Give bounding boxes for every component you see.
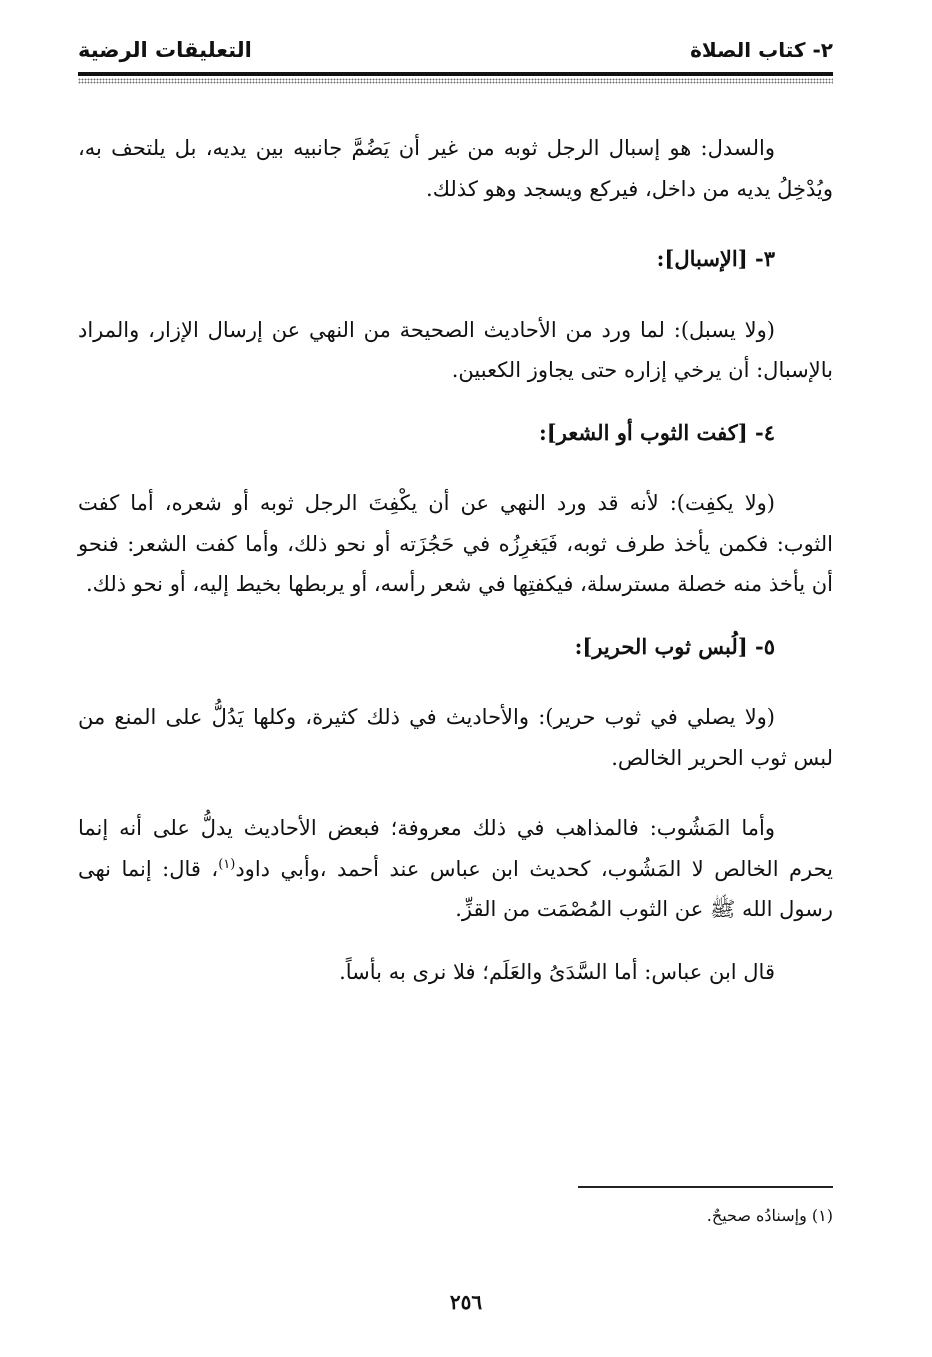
paragraph-mashub: [78, 808, 833, 930]
running-header: [78, 38, 833, 72]
paragraph-sadl: والسدل: هو إسبال الرجل ثوبه من غير أن يَضُمَّ جانبيه بين يديه، بل يلتحف به، ويُدْخِلُ يديه من داخل، فيركع ويسجد وهو كذلك.: [78, 136, 833, 201]
heading-harir: ٥- [لُبس ثوب الحرير]:: [574, 633, 775, 659]
paragraph-kaft: (ولا يكفِت): لأنه قد ورد النهي عن أن يكْفِتَ الرجل ثوبه أو شعره، أما كفت الثوب: فكمن يأخذ طرف ثوبه، فَيَغرِزُه في حَجُزَته أو نحو ذلك، وأما كفت الشعر: فنحو أن يأخذ منه خصلة مسترسلة، فيكفتِها في شعر رأسه، أو يربطها بخيط إليه، أو نحو ذلك.: [78, 491, 833, 596]
header-rule: [78, 72, 833, 76]
chapter-title: ٢- كتاب الصلاة: [690, 38, 833, 62]
paragraph-ibn-abbas: قال ابن عباس: أما السَّدَىُ والعَلَم؛ فلا نرى به بأساً.: [339, 959, 775, 984]
heading-kaft: ٤- [كفت الثوب أو الشعر]:: [539, 419, 775, 445]
paragraph-isbal: (ولا يسبل): لما ورد من الأحاديث الصحيحة من النهي عن إرسال الإزار، والمراد بالإسبال: أن يرخي إزاره حتى يجاوز الكعبين.: [78, 317, 833, 382]
paragraph-mashub-text: وأما المَشُوب: فالمذاهب في ذلك معروفة؛ فبعض الأحاديث يدلُّ على أنه إنما يحرم الخالص لا المَشُوب، كحديث ابن عباس عند أحمد ،وأبي داود: [78, 816, 833, 881]
header-dotted-rule: [78, 78, 833, 84]
paragraph-harir: (ولا يصلي في ثوب حرير): والأحاديث في ذلك كثيرة، وكلها يَدُلُّ على المنع من لبس ثوب الحرير الخالص.: [78, 705, 833, 770]
footnote-reference: (١): [218, 856, 236, 872]
book-title: التعليقات الرضية: [78, 38, 252, 62]
footnote-rule: [578, 1186, 833, 1188]
footnote: (١) وإسنادُه صحيحٌ.: [706, 1206, 833, 1225]
main-text: [78, 128, 833, 992]
page-number: ٢٥٦: [449, 1290, 483, 1314]
heading-isbal: ٣- [الإسبال]:: [656, 246, 775, 271]
paragraph-mashub-end: ، قال: إنما نهى رسول الله ﷺ عن الثوب المُصْمَت من القزِّ.: [78, 856, 833, 921]
